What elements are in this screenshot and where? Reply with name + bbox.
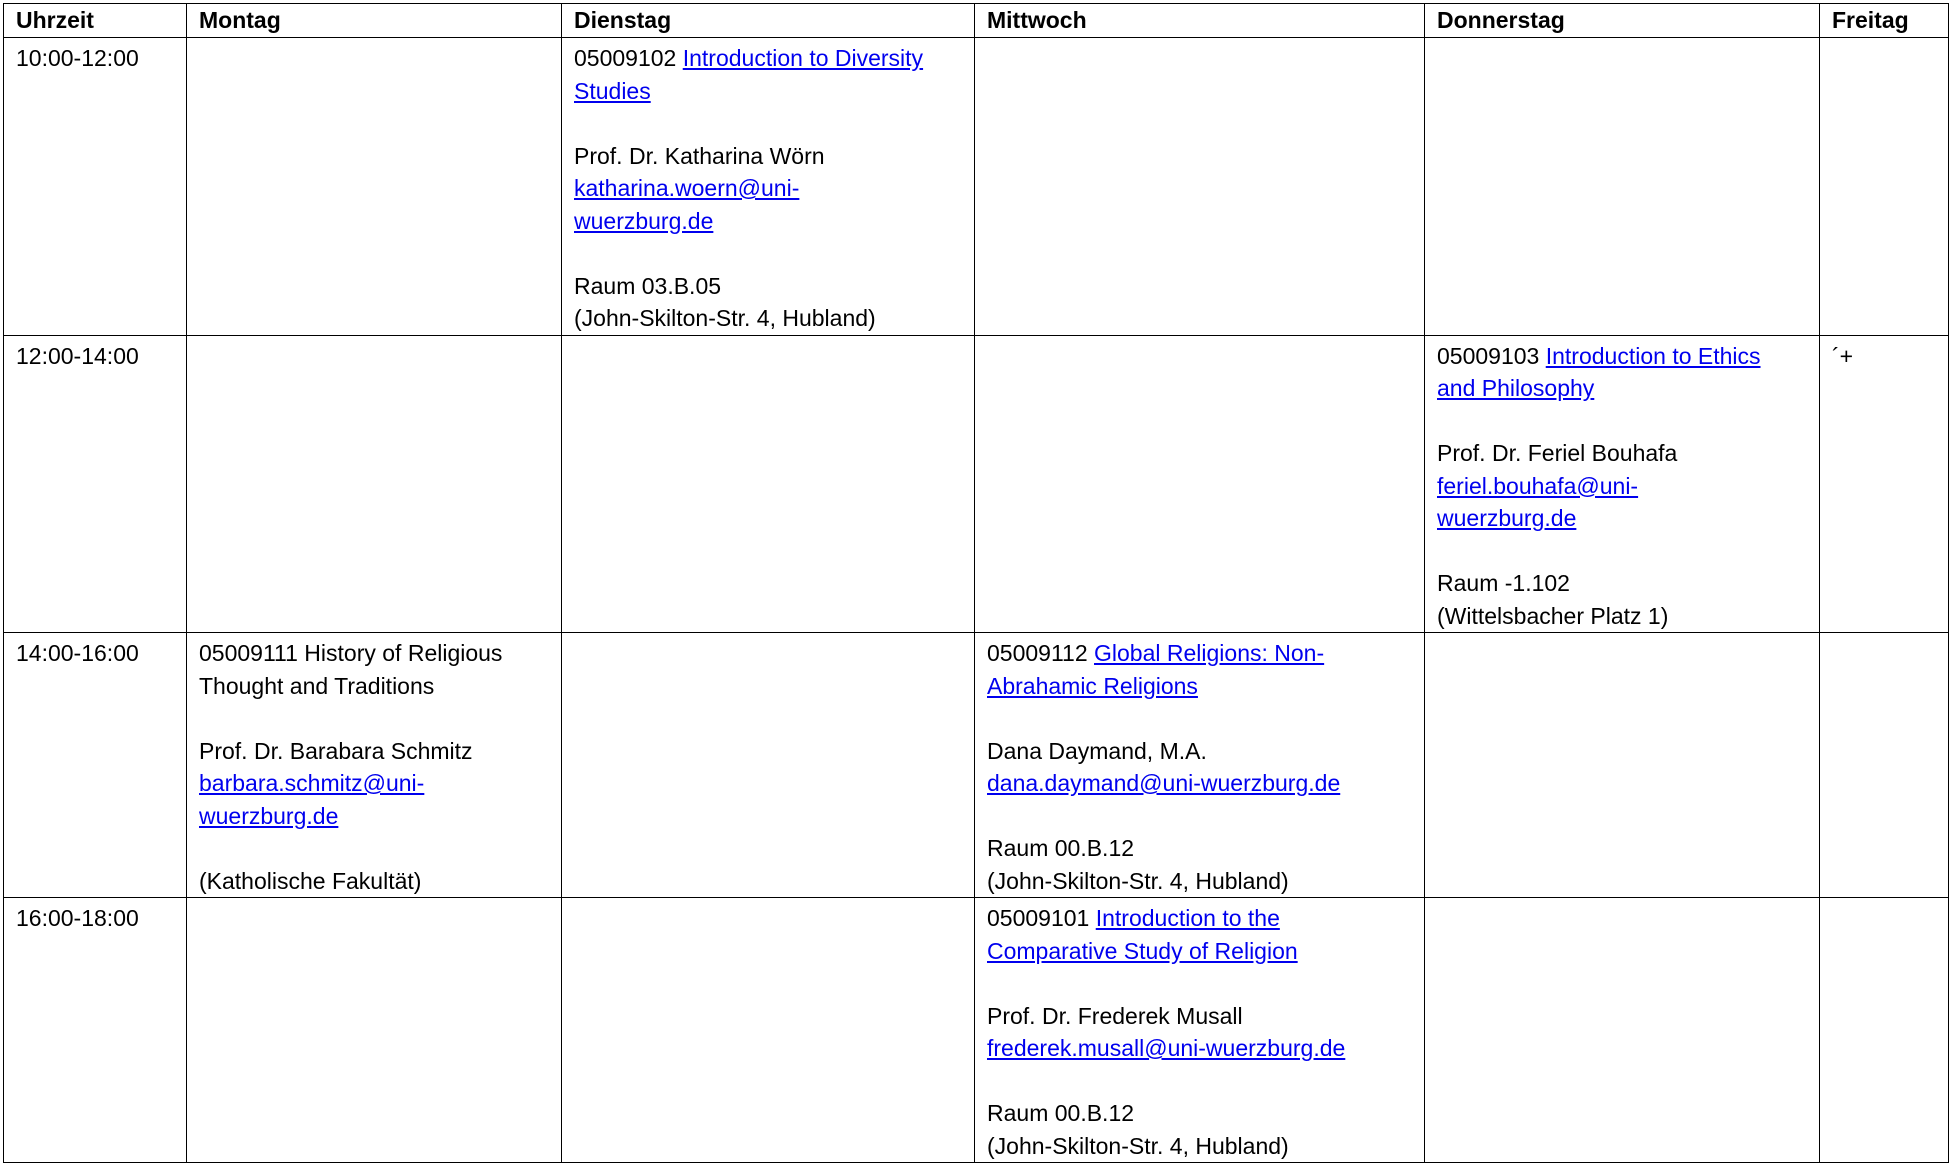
location: (John-Skilton-Str. 4, Hubland) bbox=[987, 867, 1289, 894]
course-link[interactable]: Global Religions: Non- bbox=[1094, 640, 1325, 666]
cell-dienstag bbox=[562, 898, 975, 1163]
course-link[interactable]: Introduction to Ethics bbox=[1545, 342, 1761, 369]
location: (John-Skilton-Str. 4, Hubland) bbox=[574, 305, 876, 331]
cell-montag bbox=[187, 633, 562, 898]
lecturer: Prof. Dr. Katharina Wörn bbox=[574, 142, 825, 169]
email-link-cont[interactable]: wuerzburg.de bbox=[199, 802, 339, 829]
email-link[interactable]: barbara.schmitz@uni- bbox=[199, 770, 425, 796]
table-row bbox=[4, 898, 1949, 1163]
room: Raum 00.B.12 bbox=[987, 1100, 1135, 1126]
cell-montag bbox=[187, 38, 562, 336]
course-link-cont[interactable]: Studies bbox=[574, 77, 651, 104]
header-row bbox=[4, 4, 1949, 38]
email-link[interactable]: frederek.musall@uni-wuerzburg.de bbox=[987, 1035, 1346, 1061]
header-montag: Montag bbox=[187, 4, 562, 38]
time-cell: 14:00-16:00 bbox=[4, 633, 187, 898]
time-cell: 16:00-18:00 bbox=[4, 898, 187, 1163]
cell-dienstag bbox=[562, 335, 975, 633]
room: Raum 03.B.05 bbox=[574, 272, 722, 299]
cell-mittwoch bbox=[975, 898, 1425, 1163]
course-link[interactable]: Introduction to Diversity bbox=[682, 45, 924, 71]
lecturer: Prof. Dr. Frederek Musall bbox=[987, 1002, 1243, 1029]
email-link-cont[interactable]: wuerzburg.de bbox=[1437, 505, 1577, 531]
cell-freitag bbox=[1820, 335, 1949, 633]
course-link-cont[interactable]: Comparative Study of Religion bbox=[987, 937, 1298, 964]
table-row bbox=[4, 335, 1949, 633]
header-dienstag: Dienstag bbox=[562, 4, 975, 38]
email-link-cont[interactable]: wuerzburg.de bbox=[574, 207, 714, 234]
schedule-table bbox=[3, 3, 1949, 1163]
cell-freitag bbox=[1820, 898, 1949, 1163]
location: (Wittelsbacher Platz 1) bbox=[1437, 602, 1669, 629]
course-heading-cont: Thought and Traditions bbox=[199, 672, 435, 699]
lecturer: Dana Daymand, M.A. bbox=[987, 737, 1207, 764]
location: (Katholische Fakultät) bbox=[199, 867, 422, 894]
time-cell: 12:00-14:00 bbox=[4, 335, 187, 633]
email-link[interactable]: dana.daymand@uni-wuerzburg.de bbox=[987, 770, 1341, 796]
cell-freitag bbox=[1820, 633, 1949, 898]
header-freitag: Freitag bbox=[1820, 4, 1949, 38]
cell-donnerstag bbox=[1425, 38, 1820, 336]
cell-donnerstag bbox=[1425, 633, 1820, 898]
table-row bbox=[4, 38, 1949, 336]
course-code: 05009103 bbox=[1437, 342, 1540, 369]
cell-donnerstag bbox=[1425, 335, 1820, 633]
course-heading bbox=[574, 42, 962, 75]
cell-mittwoch bbox=[975, 633, 1425, 898]
cell-freitag bbox=[1820, 38, 1949, 336]
cell-montag bbox=[187, 898, 562, 1163]
table-row bbox=[4, 633, 1949, 898]
lecturer: Prof. Dr. Feriel Bouhafa bbox=[1437, 440, 1678, 466]
email-link[interactable]: katharina.woern@uni- bbox=[574, 175, 800, 201]
cell-mittwoch bbox=[975, 38, 1425, 336]
course-heading bbox=[987, 902, 1412, 935]
course-code: 05009112 bbox=[987, 640, 1088, 666]
header-donnerstag: Donnerstag bbox=[1425, 4, 1820, 38]
course-link-cont[interactable]: Abrahamic Religions bbox=[987, 672, 1198, 699]
cell-mittwoch bbox=[975, 335, 1425, 633]
course-heading: 05009111 History of Religious bbox=[199, 640, 503, 666]
lecturer: Prof. Dr. Barabara Schmitz bbox=[199, 737, 473, 764]
course-code: 05009101 bbox=[987, 905, 1090, 931]
cell-dienstag bbox=[562, 633, 975, 898]
cell-montag bbox=[187, 335, 562, 633]
cell-dienstag bbox=[562, 38, 975, 336]
cell-donnerstag bbox=[1425, 898, 1820, 1163]
course-link[interactable]: Introduction to the bbox=[1095, 905, 1280, 931]
course-link-cont[interactable]: and Philosophy bbox=[1437, 375, 1595, 401]
header-mittwoch: Mittwoch bbox=[975, 4, 1425, 38]
header-uhrzeit: Uhrzeit bbox=[4, 4, 187, 38]
freitag-note: ´+ bbox=[1832, 342, 1854, 369]
time-cell: 10:00-12:00 bbox=[4, 38, 187, 336]
course-heading bbox=[987, 637, 1412, 670]
email-link[interactable]: feriel.bouhafa@uni- bbox=[1437, 472, 1639, 499]
location: (John-Skilton-Str. 4, Hubland) bbox=[987, 1132, 1289, 1159]
course-heading-cont bbox=[574, 75, 962, 108]
course-code: 05009102 bbox=[574, 45, 677, 71]
room: Raum 00.B.12 bbox=[987, 835, 1135, 861]
room: Raum -1.102 bbox=[1437, 570, 1570, 596]
course-heading bbox=[1437, 340, 1807, 373]
